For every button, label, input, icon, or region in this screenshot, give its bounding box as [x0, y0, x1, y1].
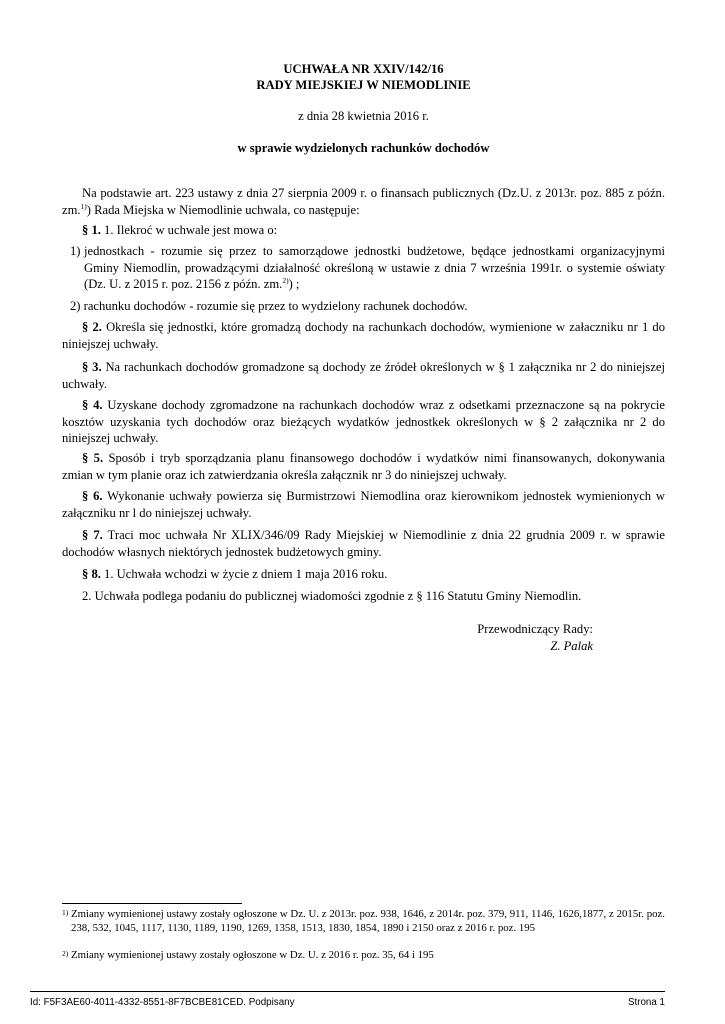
- section-5: § 5. Sposób i tryb sporządzania planu finansowego dochodów i wydatków nimi finansowanych, dokonywania zmian w tym planie oraz ich zatwierdzania określa załącznik nr 3 do niniejszej uchwały.: [62, 451, 665, 482]
- document-id: Id: F5F3AE60-4011-4332-8551-8F7BCBE81CED. Podpisany: [30, 997, 295, 1008]
- resolution-number: UCHWAŁA NR XXIV/142/16: [283, 62, 444, 76]
- section-2: § 2. Określa się jednostki, które gromadzą dochody na rachunkach dochodów, wymienione w załaczniku nr 1 do niniejszej uchwały.: [62, 320, 666, 351]
- resolution-subject: w sprawie wydzielonych rachunków dochodów: [237, 141, 490, 155]
- section-6: § 6. Wykonanie uchwały powierza się Burmistrzowi Niemodlina oraz kierownikom jednostek wymienionych w załączniku nr l do niniejszej uchwały.: [62, 489, 665, 520]
- footnote-ref-1: 1): [80, 201, 87, 211]
- section-7: § 7. Traci moc uchwała Nr XLIX/346/09 Rady Miejskiej w Niemodlinie z dnia 22 grudnia 2009 r. w sprawie dochodów własnych niektórych jednostek budżetowych gminy.: [62, 528, 665, 559]
- footer-separator: [30, 991, 665, 992]
- definition-item-2: 2) rachunku dochodów - rozumie się przez to wydzielony rachunek dochodów.: [70, 299, 468, 313]
- intro-paragraph: Na podstawie art. 223 ustawy z dnia 27 sierpnia 2009 r. o finansach publicznych (Dz.U. z 2013r. poz. 885 z późn. zm.$^{1)}$) Rada Miejska w Niemodlinie uchwala, co następuje:: [62, 186, 665, 217]
- section-8: § 8. 1. Uchwała wchodzi w życie z dniem 1 maja 2016 roku.: [82, 567, 388, 581]
- resolution-date: z dnia 28 kwietnia 2016 r.: [298, 109, 429, 123]
- footnote-1: 1) Zmiany wymienionej ustawy zostały ogłoszone w Dz. U. z 2013r. poz. 938, 1646, z 2014r. poz. 379, 911, 1146, 1626,1877, z 2015r. poz. 238, 532, 1045, 1117, 1130, 1189, 1190, 1269, 1358, 1513, 1830, 1854, 1890 i 2150 oraz z 2016 r. poz. 195: [62, 908, 665, 934]
- signature-name: Z. Palak: [550, 638, 593, 653]
- council-name: RADY MIEJSKIEJ W NIEMODLINIE: [256, 78, 471, 92]
- footnote-separator: [62, 903, 242, 904]
- section-3: § 3. Na rachunkach dochodów gromadzone są dochody ze źródeł określonych w § 1 załącznika nr 2 do niniejszej uchwały.: [62, 360, 665, 391]
- page-number: Strona 1: [627, 997, 665, 1008]
- section-4: § 4. Uzyskane dochody zgromadzone na rachunkach dochodów wraz z odsetkami przeznaczone są na pokrycie kosztów uzyskania tych dochodów oraz bieżących wydatków jednostkek określonych w § 2 załącznika nr 2 do niniejszej uchwały.: [62, 398, 665, 445]
- section-8-point-2: 2. Uchwała podlega podaniu do publicznej wiadomości zgodnie z § 116 Statutu Gminy Niemodlin.: [82, 589, 582, 603]
- signature-block: [477, 621, 593, 654]
- section-1: § 1. 1. Ilekroć w uchwale jest mowa o:: [82, 223, 278, 237]
- definition-item-1: 1) jednostkach - rozumie się przez to samorządowe jednostki budżetowe, będące jednostkami organizacyjnymi Gminy Niemodlin, prowadzącymi działalność określoną w ustawie z dnia 7 września 1991r. o systemie oświaty (Dz. U. z 2015 r. poz. 2156 z późn. zm.$^{2)}$) ;: [70, 244, 665, 291]
- footnote-ref-2: 2): [282, 276, 289, 285]
- footnote-2: 2) Zmiany wymienionej ustawy zostały ogłoszone w Dz. U. z 2016 r. poz. 35, 64 i 195: [62, 949, 434, 961]
- signature-role: Przewodniczący Rady:: [477, 622, 593, 636]
